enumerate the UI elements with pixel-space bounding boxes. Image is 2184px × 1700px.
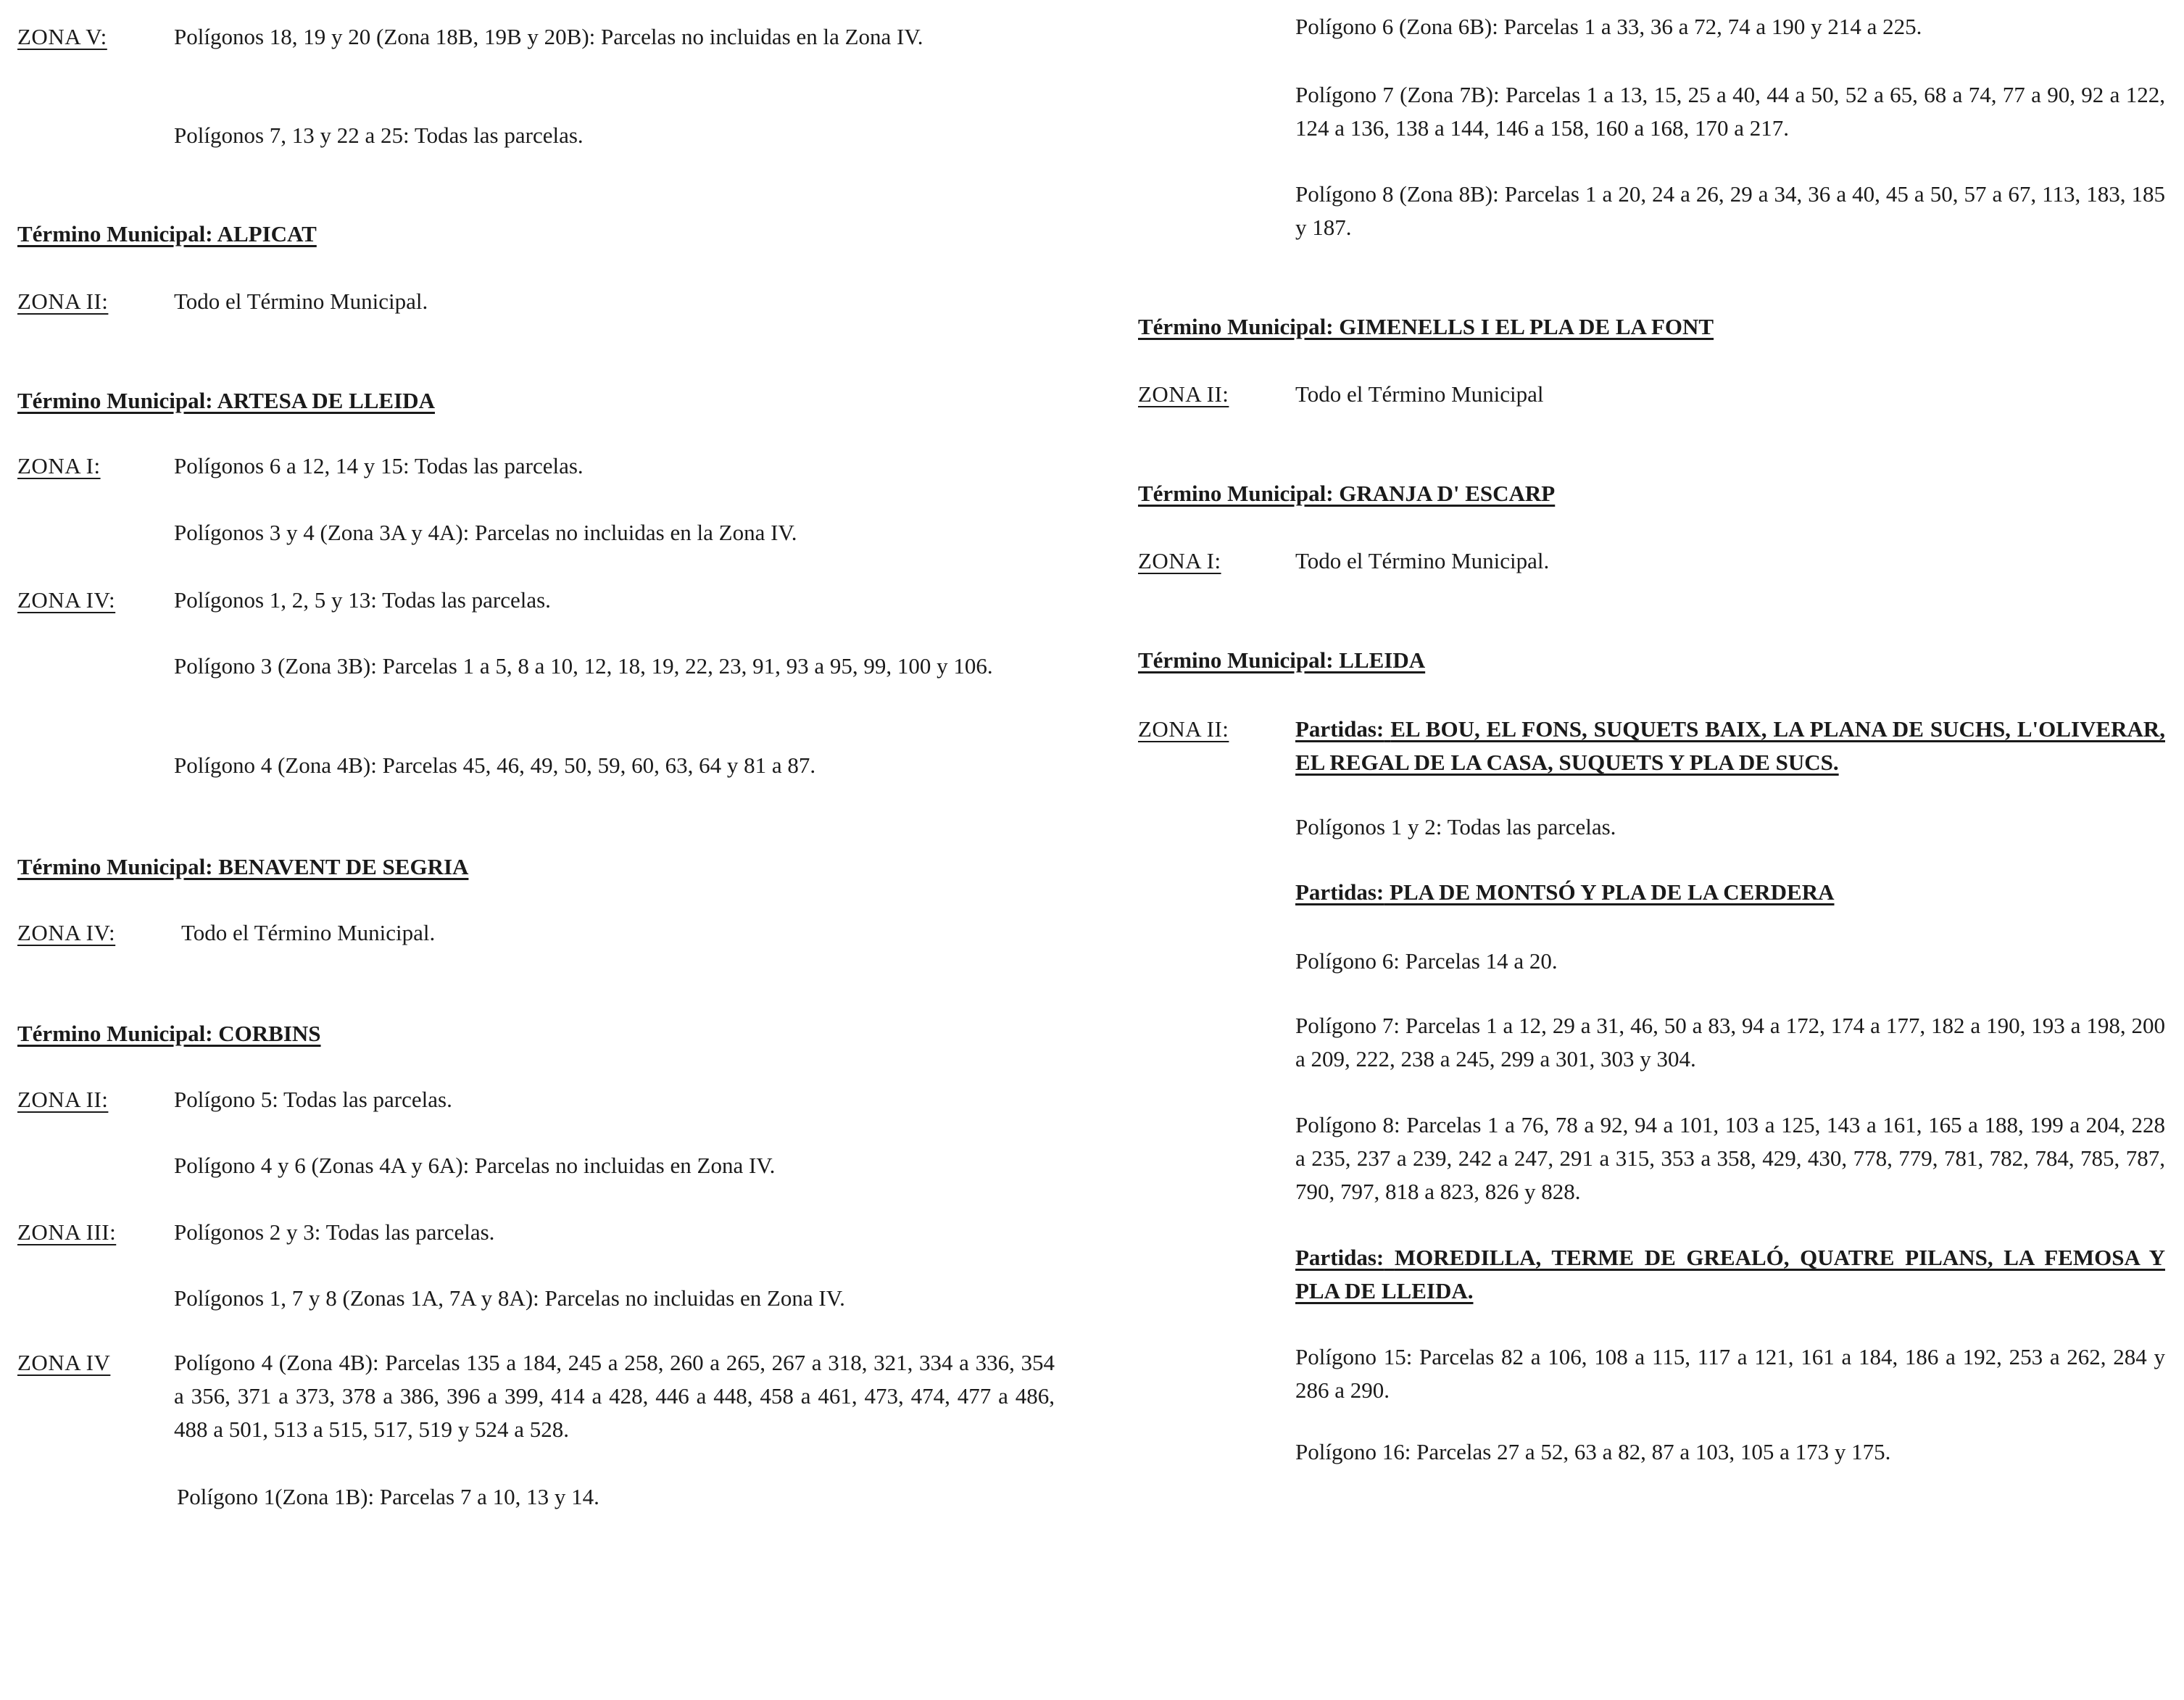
zona-item: Polígono 8 (Zona 8B): Parcelas 1 a 20, 24 a 26, 29 a 34, 36 a 40, 45 a 50, 57 a 67, 113, 183, 185 y 187.	[1295, 181, 2165, 240]
municipality-heading: Término Municipal: ARTESA DE LLEIDA	[17, 388, 435, 413]
partidas-names: MOREDILLA, TERME DE GREALÓ, QUATRE PILANS, LA FEMOSA Y PLA DE LLEIDA.	[1295, 1245, 2165, 1303]
zona-item: Todo el Término Municipal.	[174, 289, 428, 314]
zona-item: Polígono 6: Parcelas 14 a 20.	[1295, 948, 1558, 974]
zona-label: ZONA IV	[17, 1350, 111, 1375]
zona-item: Polígono 4 y 6 (Zonas 4A y 6A): Parcelas no incluidas en Zona IV.	[174, 1153, 776, 1178]
partidas-names: EL BOU, EL FONS, SUQUETS BAIX, LA PLANA DE SUCHS, L'OLIVERAR, EL REGAL DE LA CASA, SUQUETS Y PLA DE SUCS.	[1295, 716, 2165, 775]
zona-item: Todo el Término Municipal.	[1295, 548, 1550, 573]
zona-item: Polígono 8: Parcelas 1 a 76, 78 a 92, 94 a 101, 103 a 125, 143 a 161, 165 a 188, 199 a 204, 228 a 235, 237 a 239, 242 a 247, 291 a 315, 353 a 358, 429, 430, 778, 779, 781, 782, 784, 785, 787, 790, 797, 818 a 823, 826 y 828.	[1295, 1112, 2165, 1204]
zona-item: Todo el Término Municipal.	[181, 920, 436, 945]
zona-label: ZONA II:	[17, 289, 109, 314]
municipality-heading: Término Municipal: LLEIDA	[1138, 647, 1426, 673]
zona-label: ZONA IV:	[17, 920, 116, 945]
zona-item: Polígonos 7, 13 y 22 a 25: Todas las parcelas.	[174, 123, 584, 148]
zona-item: Polígonos 2 y 3: Todas las parcelas.	[174, 1219, 495, 1245]
zona-item: Polígono 15: Parcelas 82 a 106, 108 a 115, 117 a 121, 161 a 184, 186 a 192, 253 a 262, 284 y 286 a 290.	[1295, 1344, 2165, 1403]
zona-item: Polígonos 1, 7 y 8 (Zonas 1A, 7A y 8A): Parcelas no incluidas en Zona IV.	[174, 1285, 845, 1311]
municipality-heading: Término Municipal: CORBINS	[17, 1021, 321, 1046]
municipality-heading: Término Municipal: GRANJA D' ESCARP	[1138, 481, 1556, 506]
zona-label: ZONA I:	[1138, 548, 1221, 573]
zona-label: ZONA V:	[17, 24, 107, 49]
partidas-heading	[1295, 1241, 2165, 1308]
zona-item: Polígono 4 (Zona 4B): Parcelas 135 a 184, 245 a 258, 260 a 265, 267 a 318, 321, 334 a 336, 354 a 356, 371 a 373, 378 a 386, 396 a 399, 414 a 428, 446 a 448, 458 a 461, 473, 474, 477 a 486, 488 a 501, 513 a 515, 517, 519 y 524 a 528.	[174, 1350, 1055, 1442]
zona-item: Polígonos 3 y 4 (Zona 3A y 4A): Parcelas no incluidas en la Zona IV.	[174, 520, 797, 545]
partidas-heading	[1295, 713, 2165, 779]
partidas-prefix: Partidas:	[1295, 879, 1384, 905]
zona-item: Polígono 7: Parcelas 1 a 12, 29 a 31, 46, 50 a 83, 94 a 172, 174 a 177, 182 a 190, 193 a 198, 200 a 209, 222, 238 a 245, 299 a 301, 303 y 304.	[1295, 1013, 2165, 1071]
municipality-heading: Término Municipal: ALPICAT	[17, 221, 317, 246]
zona-label: ZONA II:	[17, 1087, 109, 1112]
zona-item: Polígono 3 (Zona 3B): Parcelas 1 a 5, 8 a 10, 12, 18, 19, 22, 23, 91, 93 a 95, 99, 100 y 106.	[174, 653, 993, 679]
zona-label: ZONA I:	[17, 453, 101, 478]
zona-item: Polígonos 6 a 12, 14 y 15: Todas las parcelas.	[174, 453, 584, 478]
zona-item: Polígono 7 (Zona 7B): Parcelas 1 a 13, 15, 25 a 40, 44 a 50, 52 a 65, 68 a 74, 77 a 90, 92 a 122, 124 a 136, 138 a 144, 146 a 158, 160 a 168, 170 a 217.	[1295, 82, 2165, 141]
zona-item: Polígono 6 (Zona 6B): Parcelas 1 a 33, 36 a 72, 74 a 190 y 214 a 225.	[1295, 14, 1922, 39]
municipality-heading: Término Municipal: GIMENELLS I EL PLA DE LA FONT	[1138, 314, 1714, 339]
partidas-prefix: Partidas:	[1295, 716, 1384, 742]
zona-item: Polígono 4 (Zona 4B): Parcelas 45, 46, 49, 50, 59, 60, 63, 64 y 81 a 87.	[174, 752, 816, 778]
zona-item: Polígono 16: Parcelas 27 a 52, 63 a 82, 87 a 103, 105 a 173 y 175.	[1295, 1439, 1891, 1464]
zona-item: Polígonos 18, 19 y 20 (Zona 18B, 19B y 20B): Parcelas no incluidas en la Zona IV.	[174, 24, 923, 49]
zona-label: ZONA III:	[17, 1219, 117, 1245]
partidas-prefix: Partidas:	[1295, 1245, 1384, 1270]
partidas-heading	[1295, 876, 2165, 909]
zona-label: ZONA II:	[1138, 381, 1229, 407]
zona-item: Todo el Término Municipal	[1295, 381, 1544, 407]
zona-label: ZONA IV:	[17, 587, 116, 613]
zona-item: Polígonos 1 y 2: Todas las parcelas.	[1295, 814, 1616, 839]
municipality-heading: Término Municipal: BENAVENT DE SEGRIA	[17, 854, 469, 879]
zona-item: Polígonos 1, 2, 5 y 13: Todas las parcelas.	[174, 587, 551, 613]
zona-label: ZONA II:	[1138, 716, 1229, 742]
zona-item: Polígono 1(Zona 1B): Parcelas 7 a 10, 13 y 14.	[177, 1484, 599, 1509]
zona-item: Polígono 5: Todas las parcelas.	[174, 1087, 452, 1112]
partidas-names: PLA DE MONTSÓ Y PLA DE LA CERDERA	[1390, 879, 1835, 905]
